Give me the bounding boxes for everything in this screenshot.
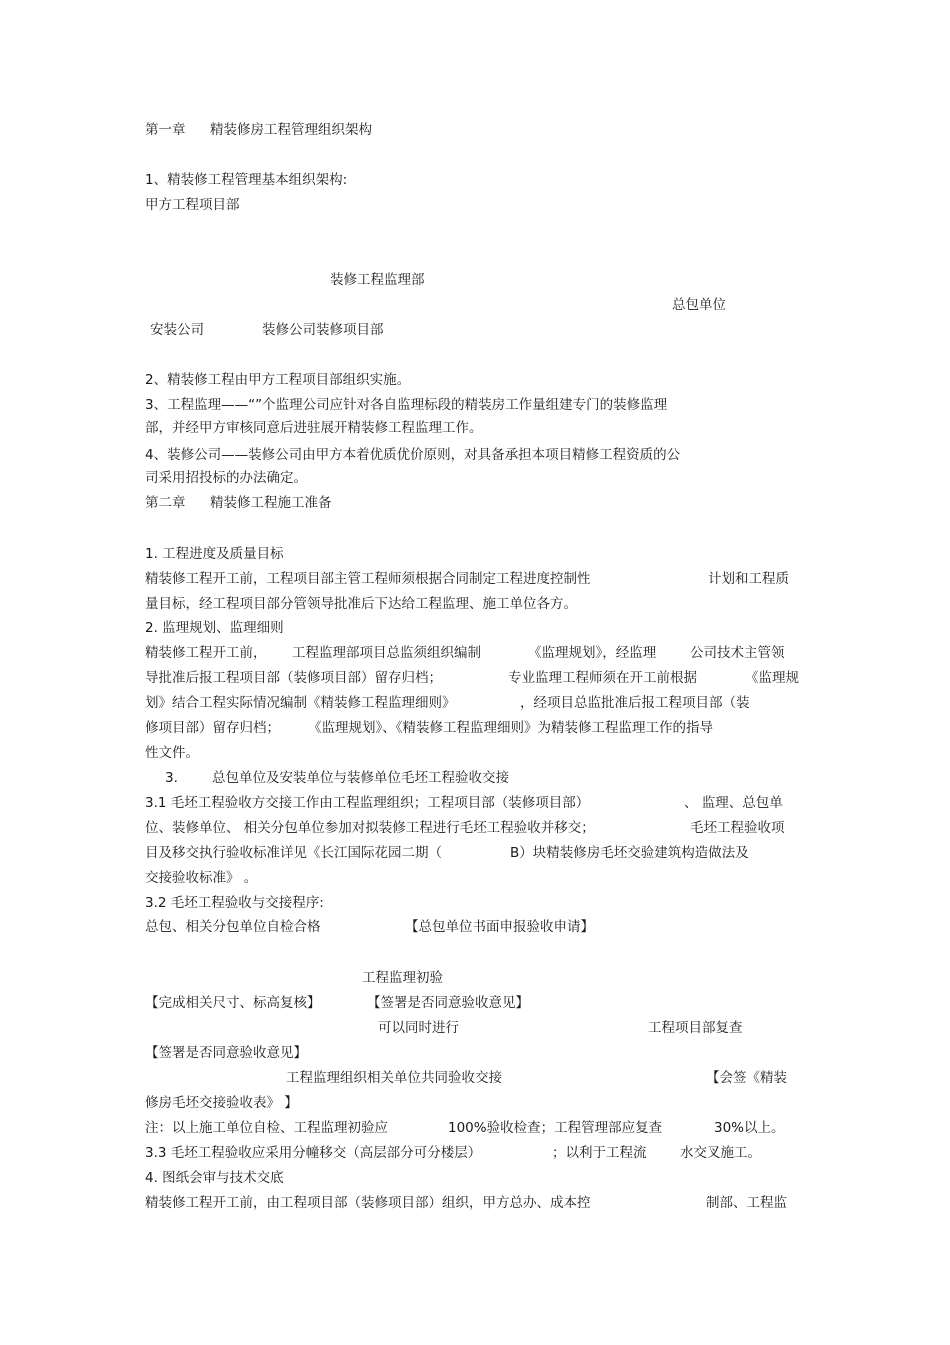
note-part1: 注：以上施工单位自检、工程监理初验应: [145, 1120, 388, 1136]
section31-line3b: B）块精装修房毛坯交验建筑构造做法及: [510, 845, 749, 861]
item4-line1: 4、装修公司——装修公司由甲方本着优质优价原则，对具备承担本项目精修工程资质的公: [145, 447, 681, 463]
section2-line1c: 《监理规划》，经监理: [528, 645, 657, 661]
note-part2: 100%验收检查；工程管理部应复查: [448, 1120, 663, 1136]
note-part3: 30%以上。: [714, 1120, 785, 1136]
flow-supervision-initial: 工程监理初验: [362, 970, 443, 986]
section2-line1a: 精装修工程开工前，: [145, 645, 267, 661]
section4-title: 4. 图纸会审与技术交底: [145, 1170, 284, 1186]
flow-self-inspection: 总包、相关分包单位自检合格: [145, 919, 321, 935]
flow-project-review: 工程项目部复查: [648, 1020, 743, 1036]
chapter1-title: 精装修房工程管理组织架构: [210, 122, 372, 138]
flow-simultaneous: 可以同时进行: [378, 1020, 459, 1036]
chapter1-title-prefix: 第一章: [145, 122, 186, 138]
section31-line4: 交接验收标准》 。: [145, 870, 258, 886]
section2-line2c: 《监理规: [745, 670, 799, 686]
section3-number: 3.: [165, 770, 178, 786]
item3-line2: 部，并经甲方审核同意后进驻展开精装修工程监理工作。: [145, 420, 483, 436]
section3-title: 总包单位及安装单位与装修单位毛坯工程验收交接: [212, 770, 509, 786]
org-general-contractor: 总包单位: [672, 297, 726, 313]
org-install-company: 安装公司: [150, 322, 204, 338]
item4-line2: 司采用招投标的办法确定。: [145, 470, 307, 486]
flow-dimension-check: 【完成相关尺寸、标高复核】: [145, 995, 321, 1011]
section1-line2: 量目标，经工程项目部分管领导批准后下达给工程监理、施工单位各方。: [145, 596, 577, 612]
section2-line4b: 《监理规划》、《精装修工程监理细则》为精装修工程监理工作的指导: [308, 720, 713, 736]
section32-title: 3.2 毛坯工程验收与交接程序:: [145, 895, 324, 911]
section31-line1b: 、 监理、总包单: [684, 795, 783, 811]
chapter2-title: 精装修工程施工准备: [210, 495, 332, 511]
section31-line1a: 3.1 毛坯工程验收方交接工作由工程监理组织；工程项目部（装修项目部）: [145, 795, 590, 811]
org-party-a: 甲方工程项目部: [145, 197, 240, 213]
org-decoration-company: 装修公司装修项目部: [262, 322, 384, 338]
section4-line1b: 制部、工程监: [706, 1195, 787, 1211]
section2-line2b: 专业监理工程师须在开工前根据: [508, 670, 697, 686]
section2-line5: 性文件。: [145, 745, 199, 761]
section1-title: 1. 工程进度及质量目标: [145, 546, 284, 562]
section33-part2: ；以利于工程流: [552, 1145, 647, 1161]
section4-line1a: 精装修工程开工前，由工程项目部（装修项目部）组织，甲方总办、成本控: [145, 1195, 591, 1211]
flow-joint-acceptance: 工程监理组织相关单位共同验收交接: [286, 1070, 502, 1086]
section2-line3a: 划》结合工程实际情况编制《精装修工程监理细则》: [145, 695, 456, 711]
chapter2-title-prefix: 第二章: [145, 495, 186, 511]
flow-countersign: 【会签《精装: [706, 1070, 787, 1086]
section2-line1b: 工程监理部项目总监须组织编制: [292, 645, 481, 661]
section1-line1b: 计划和工程质: [708, 571, 789, 587]
org-supervision: 装修工程监理部: [330, 272, 425, 288]
item3-line1: 3、工程监理——“”个监理公司应针对各自监理标段的精装房工作量组建专门的装修监理: [145, 397, 668, 413]
section31-line3a: 目及移交执行验收标准详见《长江国际花园二期（: [145, 845, 442, 861]
section2-line1d: 公司技术主管领: [690, 645, 785, 661]
section2-line4a: 修项目部）留存归档；: [145, 720, 280, 736]
section31-line2b: 毛坯工程验收项: [690, 820, 785, 836]
flow-countersign-cont: 修房毛坯交接验收表》 】: [145, 1095, 298, 1111]
item2: 2、精装修工程由甲方工程项目部组织实施。: [145, 372, 411, 388]
section2-title: 2. 监理规划、监理细则: [145, 620, 284, 636]
section2-line3b: ，经项目总监批准后报工程项目部（装: [520, 695, 750, 711]
section1-line1a: 精装修工程开工前，工程项目部主管工程师须根据合同制定工程进度控制性: [145, 571, 591, 587]
flow-sign-opinion-2: 【签署是否同意验收意见】: [145, 1045, 307, 1061]
section2-line2a: 导批准后报工程项目部（装修项目部）留存归档；: [145, 670, 442, 686]
flow-apply-request: 【总包单位书面申报验收申请】: [405, 919, 594, 935]
item1-heading: 1、精装修工程管理基本组织架构:: [145, 172, 348, 188]
section31-line2a: 位、装修单位、 相关分包单位参加对拟装修工程进行毛坯工程验收并移交；: [145, 820, 595, 836]
section33-part1: 3.3 毛坯工程验收应采用分幢移交（高层部分可分楼层）: [145, 1145, 482, 1161]
flow-sign-opinion-1: 【签署是否同意验收意见】: [367, 995, 529, 1011]
section33-part3: 水交叉施工。: [680, 1145, 761, 1161]
